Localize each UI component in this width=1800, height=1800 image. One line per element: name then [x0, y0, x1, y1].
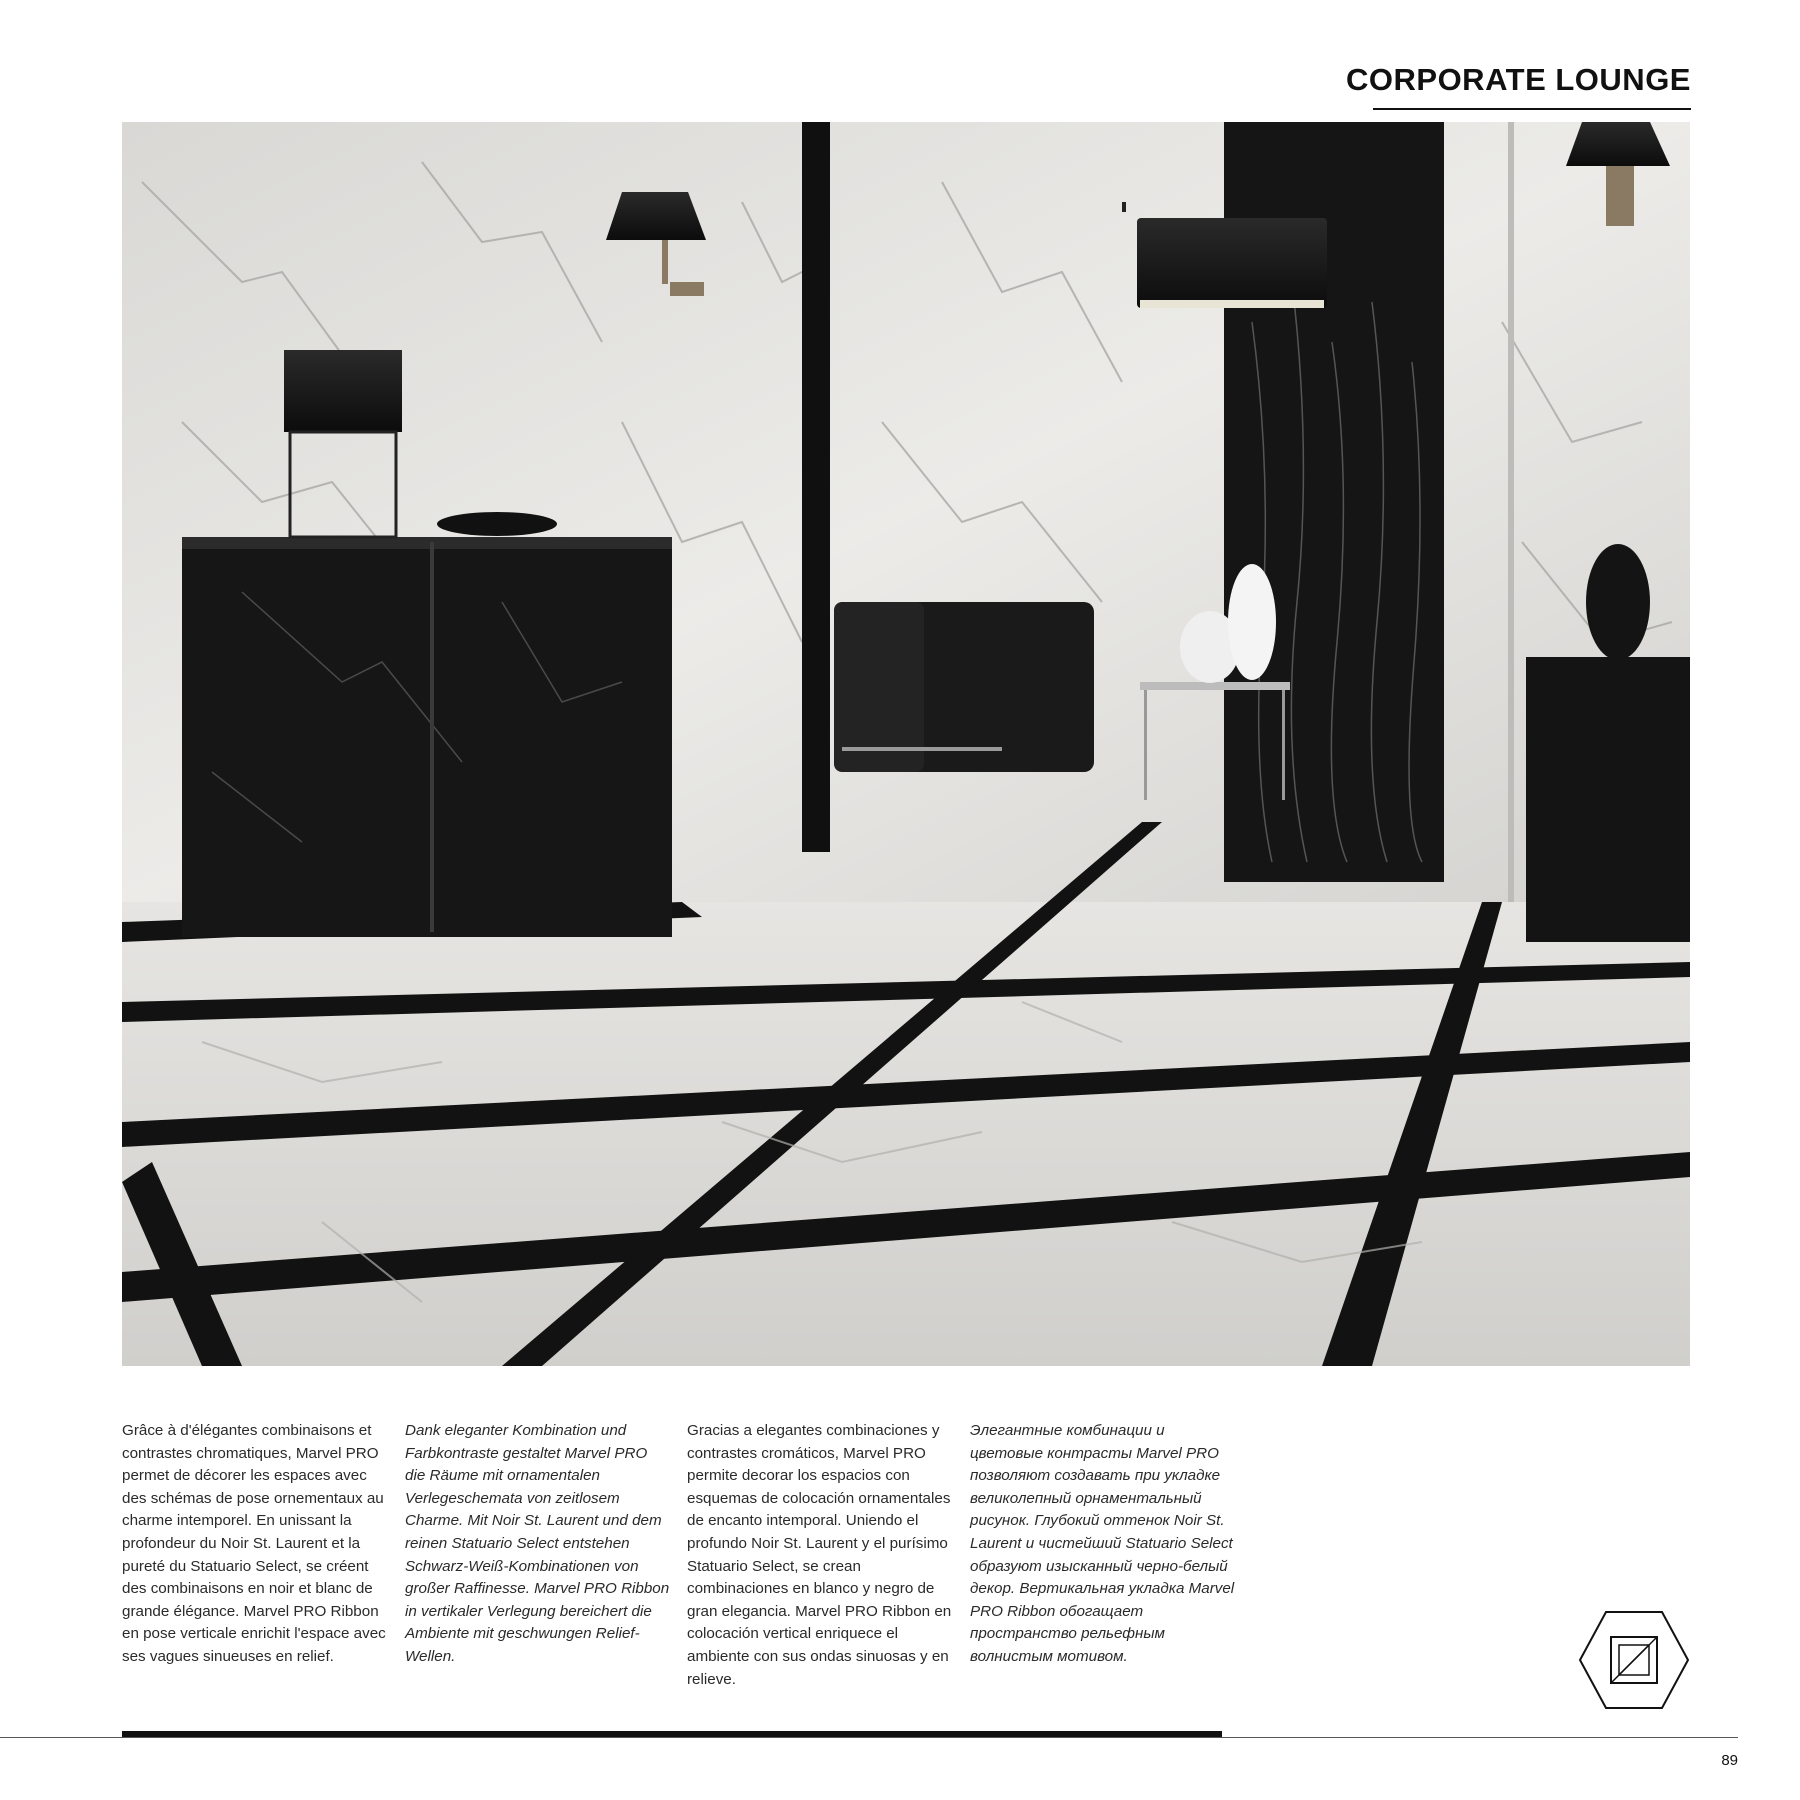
lounge-photo-illustration: [122, 122, 1690, 1366]
description-russian: Элегантные комбинации и цветовые контрасты Marvel PRO позволяют создавать при укладке великолепный орнаментальный рисунок. Глубокий оттенок Noir St. Laurent и чистейший Statuario Select образуют изысканный черно-белый декор. Вертикальная укладка Marvel PRO Ribbon обогащает пространство рельефным волнистым мотивом.: [970, 1422, 1235, 1665]
page-number: 89: [1721, 1752, 1738, 1769]
floor-pattern-hexagon-icon: [1578, 1610, 1690, 1710]
footer-rule: [0, 1737, 1738, 1738]
description-spanish: Gracias a elegantes combinaciones y contrastes cromáticos, Marvel PRO permite decorar los espacios con esquemas de colocación ornamentales de encanto intemporal. Uniendo el profundo Noir St. Laurent y el purísimo Statuario Select, se crean combinaciones en blanco y negro de gran elegancia. Marvel PRO Ribbon en colocación vertical enriquece el ambiente con sus ondas sinuosas y en relieve.: [687, 1422, 952, 1688]
title-underline: [1373, 108, 1691, 110]
description-german: Dank eleganter Kombination und Farbkontraste gestaltet Marvel PRO die Räume mit ornamentalen Verlegeschemata von zeitlosem Charme. Mit Noir St. Laurent und dem reinen Statuario Select entstehen Schwarz-Weiß-Kombinationen von großer Raffinesse. Marvel PRO Ribbon in vertikaler Verlegung bereichert die Ambiente mit geschwungen Relief-Wellen.: [405, 1422, 670, 1665]
page-title: CORPORATE LOUNGE: [1346, 62, 1691, 97]
description-french: Grâce à d'élégantes combinaisons et contrastes chromatiques, Marvel PRO permet de décorer les espaces avec des schémas de pose ornementaux au charme intemporel. En unissant la profondeur du Noir St. Laurent et la pureté du Statuario Select, se créent des combinaisons en noir et blanc de grande élégance. Marvel PRO Ribbon en pose verticale enrichit l'espace avec ses vagues sinueuses en relief.: [122, 1422, 386, 1665]
lounge-photo: [122, 122, 1690, 1366]
